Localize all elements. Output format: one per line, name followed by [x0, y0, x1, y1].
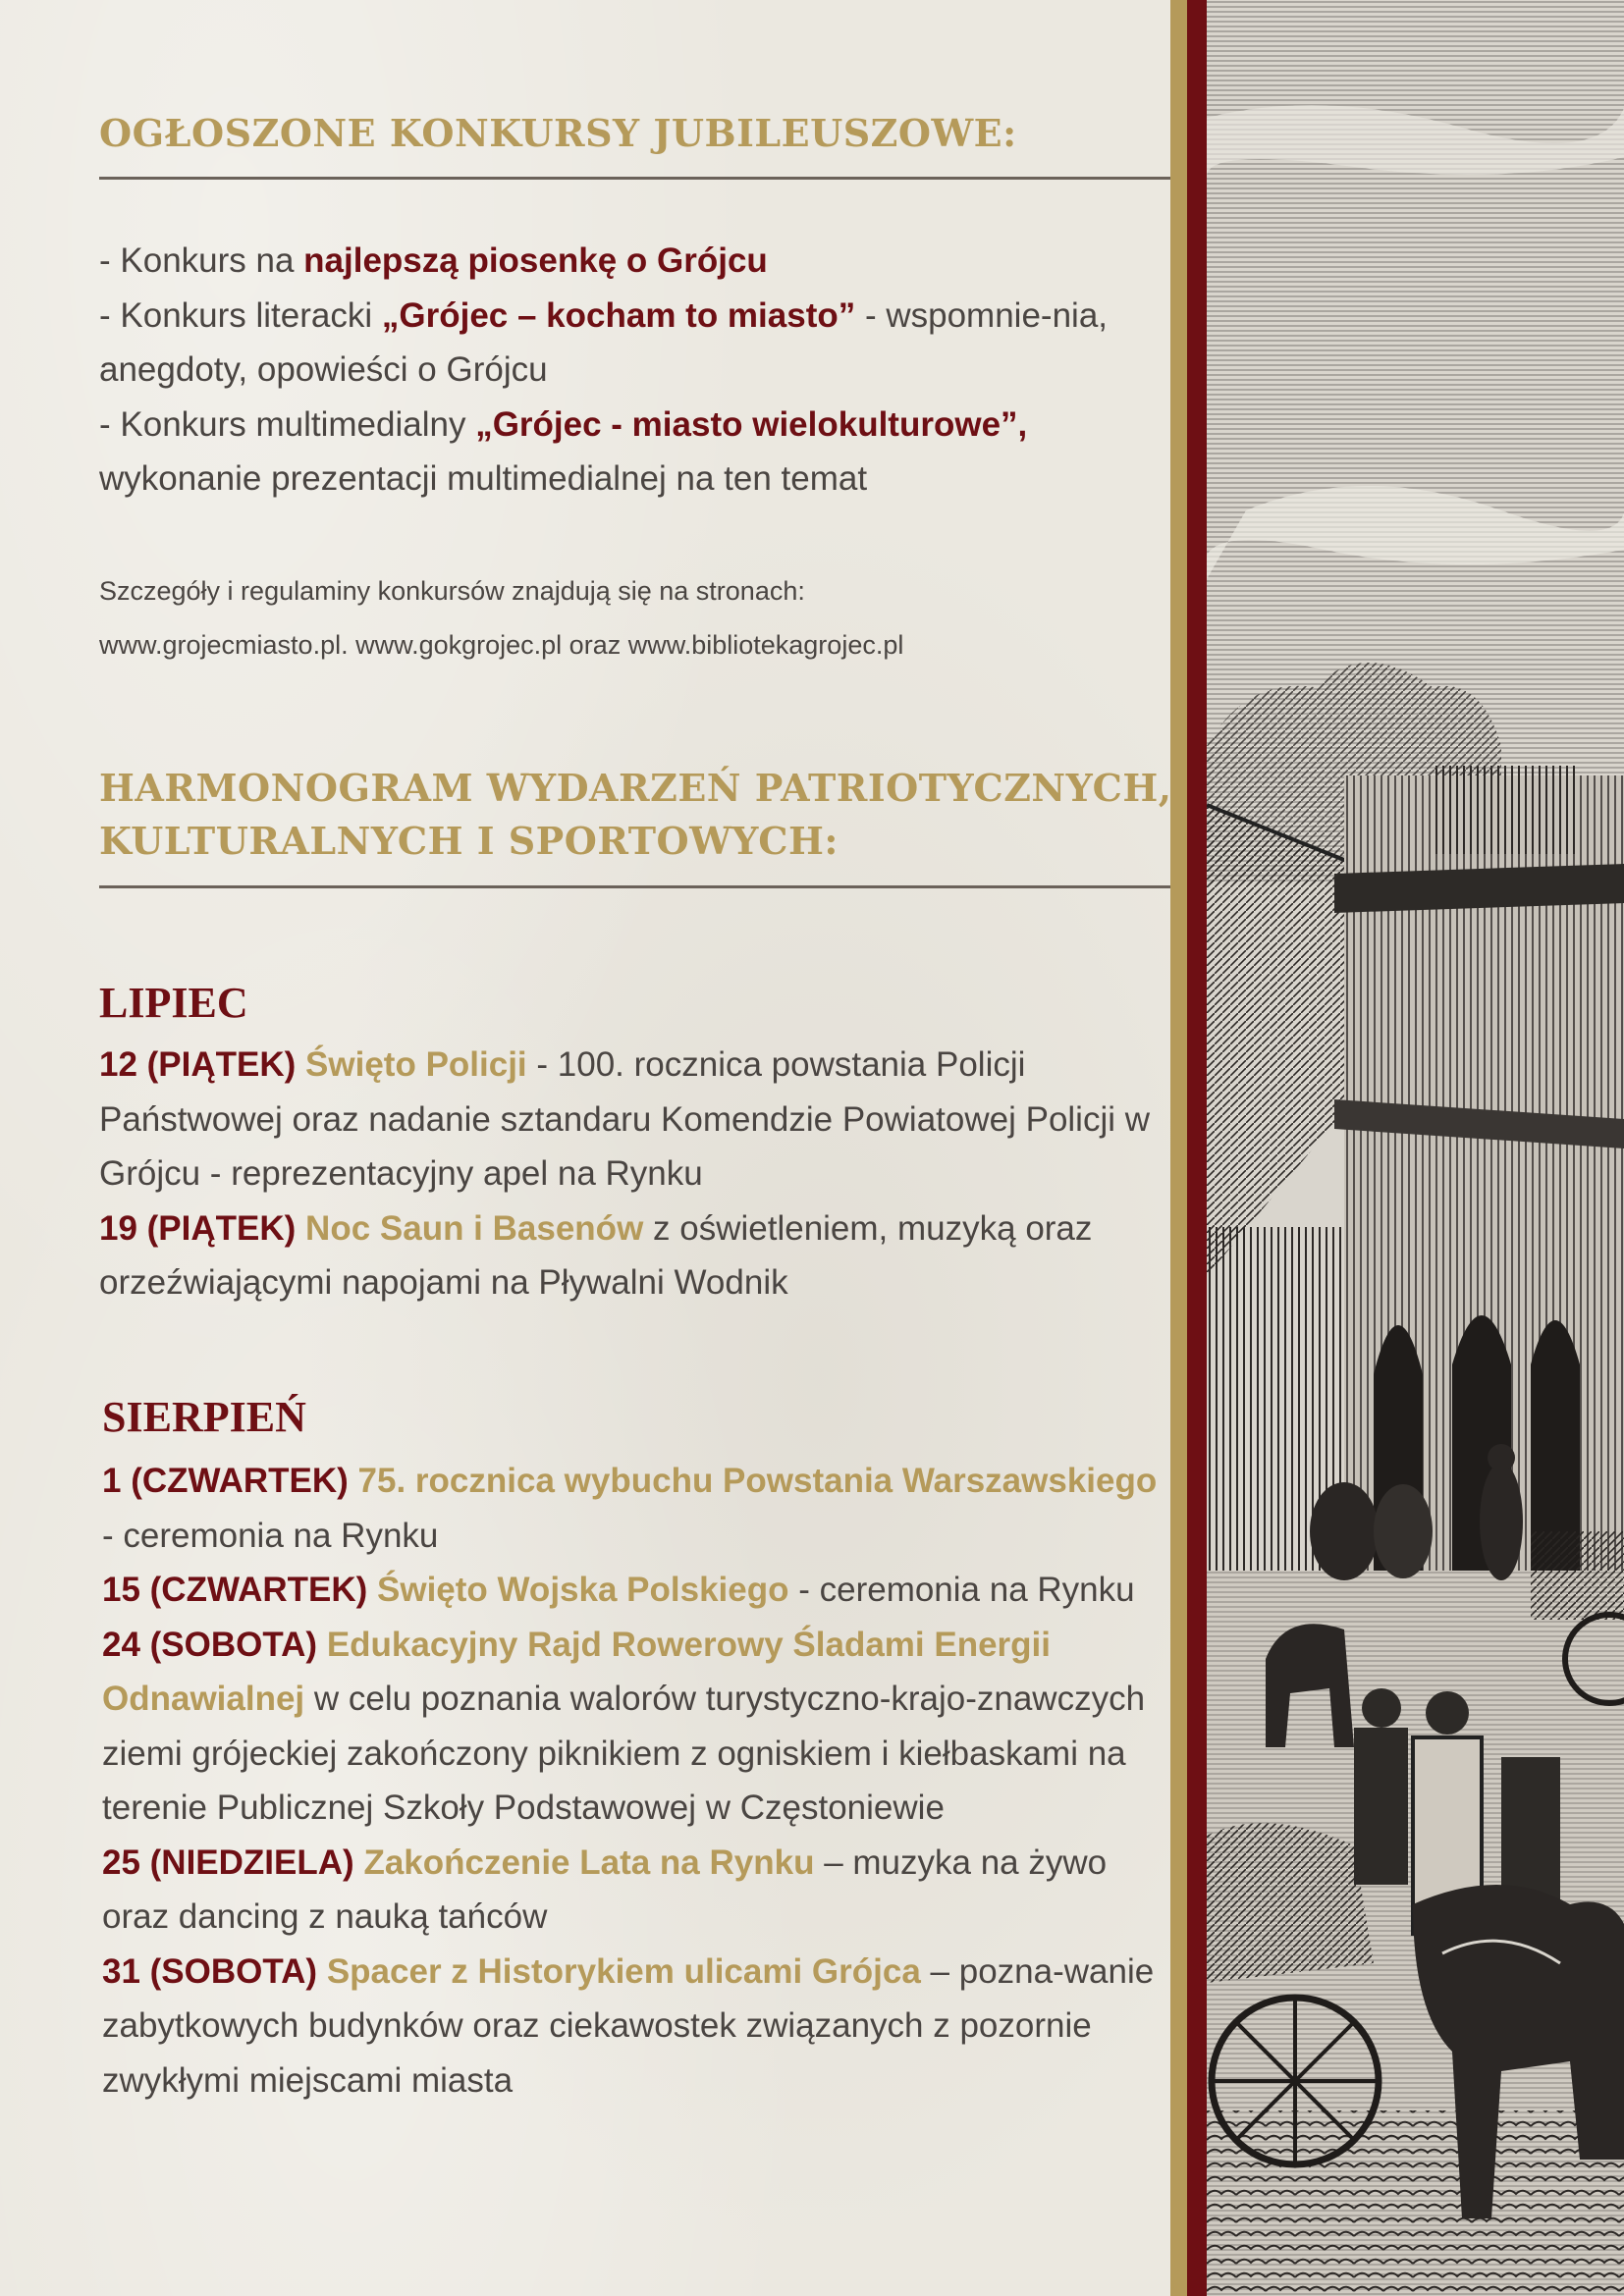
contest-title: „Grójec - miasto wielokulturowe”,	[475, 404, 1028, 444]
schedule-heading: HARMONOGRAM WYDARZEŃ PATRIOTYCZNYCH, KULTURALNYCH I SPORTOWYCH:	[99, 766, 1172, 863]
contests-heading: OGŁOSZONE KONKURSY JUBILEUSZOWE:	[99, 111, 1017, 155]
event-date: 19 (PIĄTEK)	[99, 1208, 297, 1248]
event-date: 24 (SOBOTA)	[102, 1625, 318, 1664]
schedule-rule	[99, 885, 1170, 888]
event-item: 1 (CZWARTEK) 75. rocznica wybuchu Powstania Warszawskiego - ceremonia na Rynku	[102, 1462, 1158, 1555]
event-title: Święto Wojska Polskiego	[377, 1571, 789, 1609]
red-divider-bar	[1187, 0, 1207, 2296]
event-date: 12 (PIĄTEK)	[99, 1045, 297, 1084]
event-title: Edukacyjny Rajd Rowerowy Śladami Energii Odnawialnej	[102, 1625, 1051, 1718]
event-title: Zakończenie Lata na Rynku	[363, 1842, 815, 1882]
contest-item: - Konkurs literacki „Grójec – kocham to miasto” - wspomnie-nia, anegdoty, opowieści o Grójcu	[99, 295, 1109, 389]
july-events	[99, 1038, 1160, 1310]
engraving-illustration	[1207, 0, 1624, 2296]
event-date: 31 (SOBOTA)	[102, 1951, 318, 1991]
contest-item: - Konkurs multimedialny „Grójec - miasto wielokulturowe”, wykonanie prezentacji multimedialnej na ten temat	[99, 404, 1028, 498]
contest-title: najlepszą piosenkę o Grójcu	[303, 241, 768, 280]
event-date: 25 (NIEDZIELA)	[102, 1842, 354, 1882]
event-title: Spacer z Historykiem ulicami Grójca	[326, 1951, 921, 1991]
contest-title: „Grójec – kocham to miasto”	[381, 295, 856, 335]
august-events	[102, 1454, 1163, 2108]
contests-rule	[99, 177, 1170, 180]
contest-item: - Konkurs na najlepszą piosenkę o Grójcu	[99, 241, 768, 280]
month-heading-july: LIPIEC	[99, 979, 248, 1027]
month-heading-august: SIERPIEŃ	[102, 1393, 306, 1441]
event-item: 31 (SOBOTA) Spacer z Historykiem ulicami Grójca – pozna-wanie zabytkowych budynków oraz ciekawostek związanych z pozornie zwykłymi miejscami miasta	[102, 1951, 1155, 2100]
event-date: 15 (CZWARTEK)	[102, 1571, 368, 1609]
contests-list	[99, 234, 1160, 507]
event-item: 15 (CZWARTEK) Święto Wojska Polskiego - ceremonia na Rynku	[102, 1571, 1135, 1609]
details-line: Szczegóły i regulaminy konkursów znajdują się na stronach:	[99, 576, 805, 606]
event-item: 24 (SOBOTA) Edukacyjny Rajd Rowerowy Śladami Energii Odnawialnej w celu poznania walorów turystyczno-krajo-znawczych ziemi grójeckiej zakończony piknikiem z ogniskiem i kiełbaskami na terenie Publicznej Szkoły Podstawowej w Częstoniewie	[102, 1625, 1146, 1827]
event-item: 19 (PIĄTEK) Noc Saun i Basenów z oświetleniem, muzyką oraz orzeźwiającymi napojami na Pływalni Wodnik	[99, 1208, 1093, 1302]
gold-divider-bar	[1170, 0, 1187, 2296]
event-title: 75. rocznica wybuchu Powstania Warszawskiego	[357, 1462, 1158, 1500]
event-title: Święto Policji	[305, 1045, 527, 1084]
contests-details	[99, 564, 1160, 672]
event-title: Noc Saun i Basenów	[305, 1208, 644, 1248]
event-item: 12 (PIĄTEK) Święto Policji - 100. rocznica powstania Policji Państwowej oraz nadanie sztandaru Komendzie Powiatowej Policji w Grójcu - reprezentacyjny apel na Rynku	[99, 1045, 1151, 1193]
event-date: 1 (CZWARTEK)	[102, 1462, 349, 1500]
websites-line: www.grojecmiasto.pl. www.gokgrojec.pl oraz www.bibliotekagrojec.pl	[99, 630, 904, 660]
event-item: 25 (NIEDZIELA) Zakończenie Lata na Rynku – muzyka na żywo oraz dancing z nauką tańców	[102, 1842, 1108, 1936]
